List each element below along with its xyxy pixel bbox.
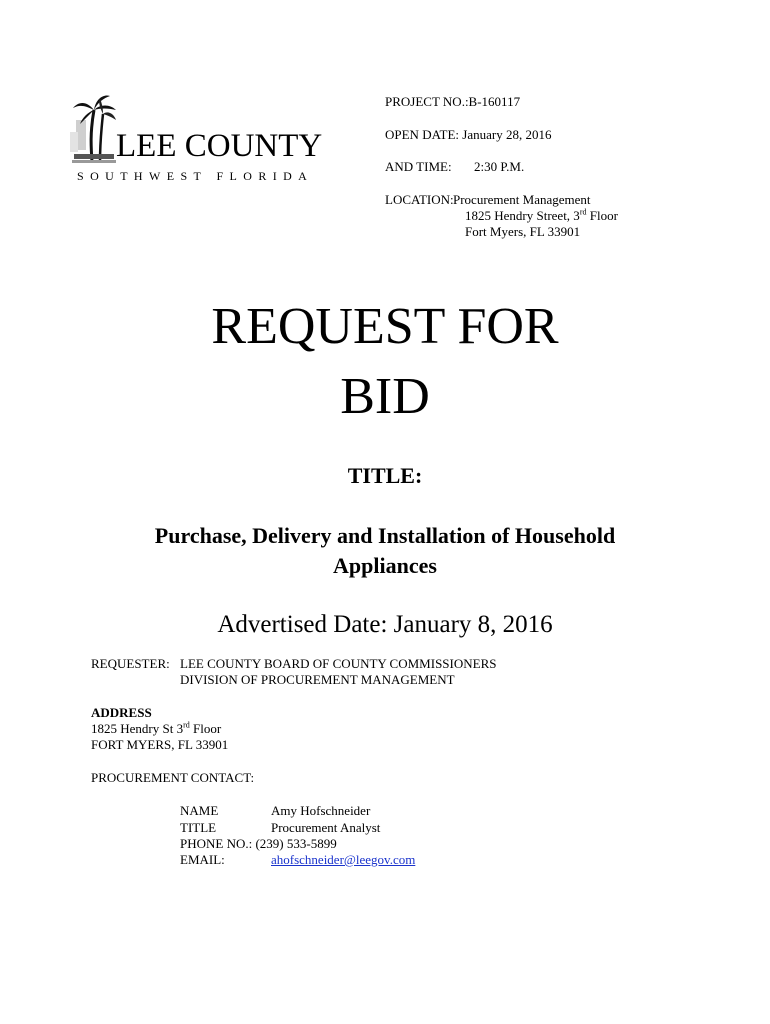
contact-email-link[interactable]: ahofschneider@leegov.com [271, 852, 416, 867]
subject-line-1: Purchase, Delivery and Installation of Household [154, 523, 616, 548]
procurement-contact-label: PROCUREMENT CONTACT: [91, 770, 255, 785]
contact-title-value: Procurement Analyst [271, 820, 381, 835]
palm-tree-logo-icon [70, 92, 118, 164]
address-label: ADDRESS [91, 705, 152, 720]
logo-name: LEE COUNTY [116, 128, 323, 164]
location-line-1: Procurement Management [453, 192, 591, 207]
contact-title-label: TITLE [180, 820, 217, 835]
location-label: LOCATION: [385, 192, 454, 207]
contact-phone: PHONE NO.: (239) 533-5899 [180, 836, 337, 851]
subject-line-2: Appliances [333, 553, 437, 578]
requester-line-1: LEE COUNTY BOARD OF COUNTY COMMISSIONERS [180, 656, 497, 671]
project-number: PROJECT NO.:B-160117 [385, 94, 521, 109]
requester-line-2: DIVISION OF PROCUREMENT MANAGEMENT [180, 672, 455, 687]
open-date: OPEN DATE: January 28, 2016 [385, 127, 552, 142]
and-time-value: 2:30 P.M. [474, 159, 525, 174]
and-time-label: AND TIME: [385, 159, 452, 174]
document-heading-line-1: REQUEST FOR [211, 298, 559, 355]
contact-email-label: EMAIL: [180, 852, 225, 867]
title-label: TITLE: [347, 463, 423, 488]
advertised-date: Advertised Date: January 8, 2016 [217, 611, 553, 638]
logo-tagline: SOUTHWEST FLORIDA [77, 169, 314, 183]
contact-name-label: NAME [180, 803, 219, 818]
location-line-3: Fort Myers, FL 33901 [465, 224, 581, 239]
address-line-1: 1825 Hendry St 3rd Floor [91, 720, 222, 736]
requester-label: REQUESTER: [91, 656, 170, 671]
document-heading-line-2: BID [340, 368, 430, 425]
location-line-2: 1825 Hendry Street, 3rd Floor [465, 207, 618, 223]
address-line-2: FORT MYERS, FL 33901 [91, 737, 229, 752]
contact-name-value: Amy Hofschneider [271, 803, 371, 818]
